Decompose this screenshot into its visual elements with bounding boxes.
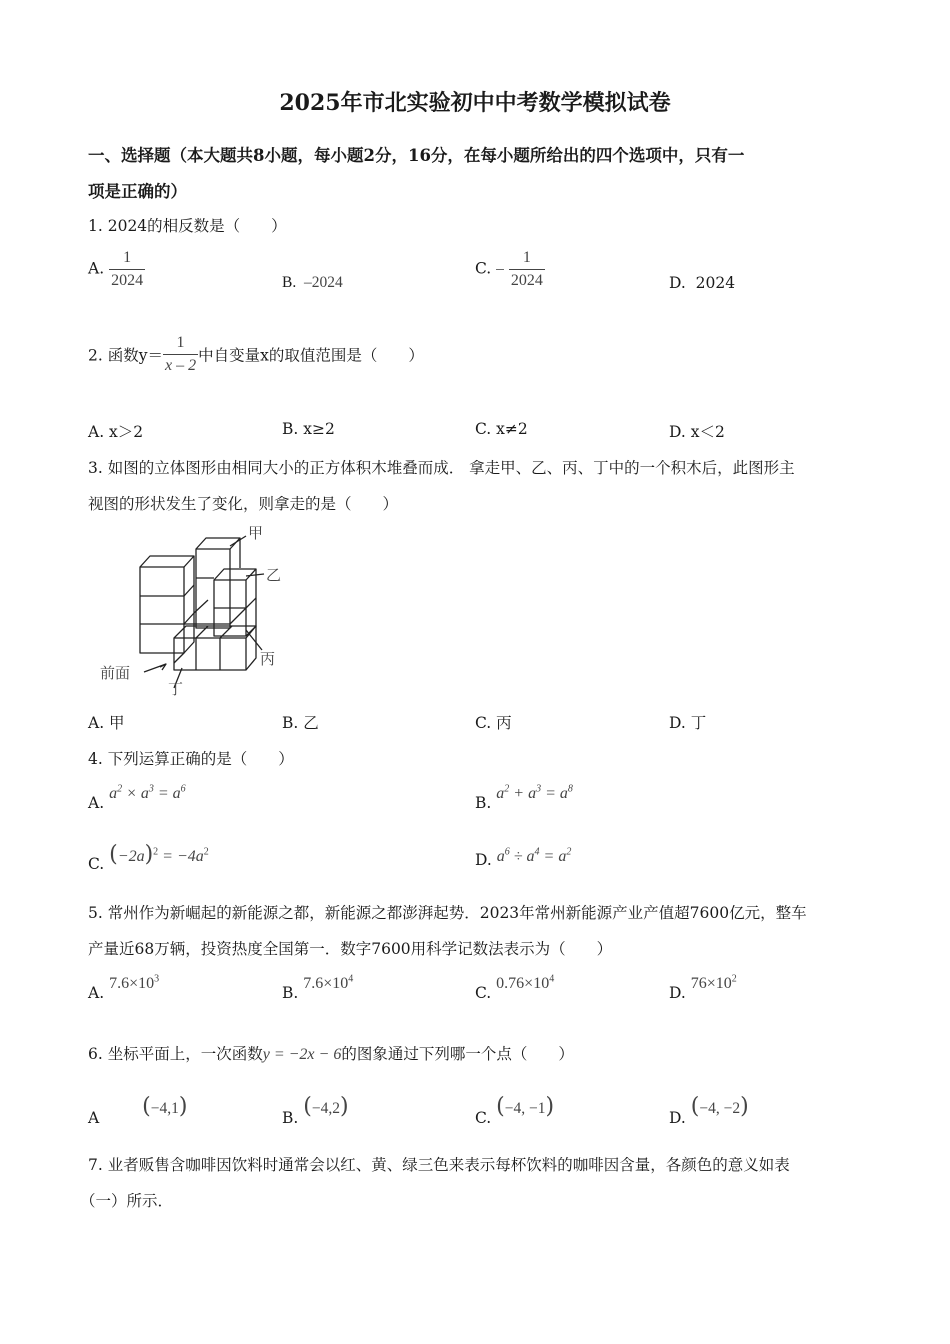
q5-option-b[interactable]: B. $7.6\times 10^4$ [282,973,354,1002]
q1-c-fraction: $\frac{1}{2024}$ [510,249,543,289]
q1-stem: 1. 2024的相反数是（ ） [88,217,287,235]
figure-label-yi: 乙 [266,566,282,584]
q4-option-a[interactable]: A. $a^2 \times a^3 = a^6$ [88,783,186,812]
q4-option-d[interactable]: D. $a^6 \div a^4 = a^2$ [475,846,572,869]
q7-stem-line1: 7. 业者贩售含咖啡因饮料时通常会以红、黄、绿三色来表示每杯饮料的咖啡因含量，各颜色的意义如表 [88,1156,790,1174]
q3-option-d[interactable]: D. 丁 [669,714,707,732]
q2-option-b[interactable]: B. x≥2 [282,420,335,438]
q4-option-c[interactable]: C. $(-2a)^2 = -4a^2$ [88,842,209,873]
q6-option-b[interactable]: B. (−4,2) [282,1094,349,1127]
q3-stem-line2: 视图的形状发生了变化，则拿走的是（ ） [88,495,399,513]
q1-option-c[interactable]: C. – $\frac{1}{2024}$ [475,249,543,289]
q3-option-b[interactable]: B. 乙 [282,714,319,732]
q5-option-c[interactable]: C. $0.76\times 10^4$ [475,973,555,1002]
figure-label-ding: 丁 [168,680,184,698]
q1-option-a[interactable] [88,250,145,289]
q3-stem-line1: 3. 如图的立体图形由相同大小的正方体积木堆叠而成． 拿走甲、乙、丙、丁中的一个积木后，此图形主 [88,459,795,477]
q3-cube-figure [96,518,296,700]
q1-option-d[interactable]: D. 2024 [669,274,736,292]
q5-option-d[interactable]: D. $76\times 10^2$ [669,973,737,1002]
q2-stem: 2. 函数y＝ $\frac{1}{x - 2}$ 中自变量x的取值范围是（ ） [88,334,424,374]
q5-stem-line2: 产量近68万辆，投资热度全国第一．数字7600用科学记数法表示为（ ） [88,940,613,958]
section-heading-line1: 一、选择题（本大题共8小题，每小题2分，16分，在每小题所给出的四个选项中，只有一 [88,146,745,165]
q4-stem: 4. 下列运算正确的是（ ） [88,750,294,768]
q4-option-b[interactable]: B. $a^2 + a^3 = a^8$ [475,783,573,812]
q6-option-c[interactable]: C. (−4, −1) [475,1094,555,1127]
q7-stem-line2: （一）所示． [80,1192,174,1210]
q1-a-label: A. [88,259,105,278]
q5-option-a[interactable]: A. $7.6\times 10^3$ [88,973,160,1002]
q2-option-d[interactable]: D. x＜2 [669,423,725,441]
figure-label-front: 前面 [100,664,131,682]
q6-option-d[interactable]: D. (−4, −2) [669,1094,749,1127]
q6-option-a[interactable]: A (−4,1) [88,1094,188,1127]
q2-fraction: $\frac{1}{x - 2}$ [164,334,197,374]
section-heading-line2: 项是正确的） [88,182,187,201]
page-title: 2025年市北实验初中中考数学模拟试卷 [279,90,671,116]
q3-option-a[interactable]: A. 甲 [88,714,125,732]
q5-stem-line1: 5. 常州作为新崛起的新能源之都，新能源之都澎湃起势．2023年常州新能源产业产值超7600亿元，整车 [88,904,807,922]
q3-option-c[interactable]: C. 丙 [475,714,512,732]
q2-option-c[interactable]: C. x≠2 [475,420,528,438]
figure-label-jia: 甲 [248,524,264,542]
q1-a-fraction: $\frac{1}{2024}$ [111,249,144,289]
figure-label-bing: 丙 [260,650,276,668]
q2-option-a[interactable]: A. x＞2 [88,423,144,441]
q6-stem: 6. 坐标平面上，一次函数y = −2x − 6的图象通过下列哪一个点（ ） [88,1045,574,1063]
q1-option-b[interactable]: B. –2024 [282,274,343,291]
